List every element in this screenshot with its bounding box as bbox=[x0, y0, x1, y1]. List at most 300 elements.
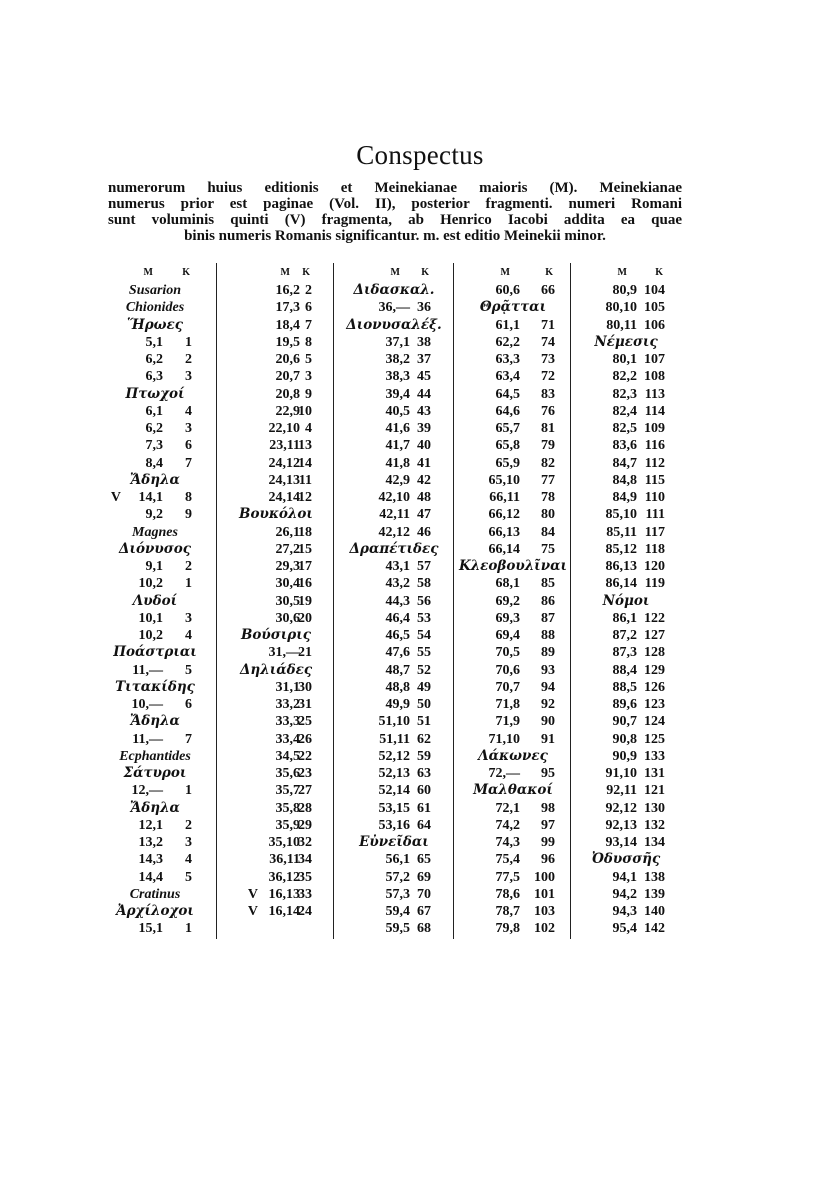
kock-number: 18 bbox=[298, 524, 312, 540]
meineke-number: 62,2 bbox=[495, 334, 520, 350]
meineke-number: 6,2 bbox=[145, 421, 163, 436]
section-label bbox=[458, 299, 568, 316]
meineke-number: 85,10 bbox=[605, 507, 637, 523]
concordance-table bbox=[0, 263, 840, 943]
table-row bbox=[340, 851, 448, 868]
meineke-number: 75,4 bbox=[495, 852, 520, 868]
page-title: Conspectus bbox=[356, 140, 484, 170]
kock-number: 2 bbox=[185, 817, 192, 833]
table-row bbox=[575, 782, 677, 799]
table-row bbox=[458, 524, 568, 541]
meineke-number: 94,1 bbox=[612, 869, 637, 885]
kock-number: 29 bbox=[298, 817, 312, 833]
table-row bbox=[458, 627, 568, 644]
table-row bbox=[100, 558, 210, 575]
meineke-number: 66,12 bbox=[488, 507, 520, 523]
kock-number: 105 bbox=[644, 300, 665, 316]
table-row bbox=[340, 782, 448, 799]
table-row bbox=[222, 834, 330, 851]
meineke-number: 31,1 bbox=[275, 679, 300, 695]
meineke-number: 24,14 bbox=[268, 490, 300, 505]
meineke-number: 52,14 bbox=[378, 783, 410, 799]
meineke-number: 84,7 bbox=[612, 455, 637, 471]
table-row bbox=[340, 920, 448, 937]
section-label bbox=[340, 282, 448, 299]
header-k: K bbox=[421, 267, 429, 278]
meineke-number: 80,11 bbox=[606, 317, 637, 333]
table-row bbox=[575, 817, 677, 834]
kock-number: 25 bbox=[298, 714, 312, 730]
table-row bbox=[100, 420, 210, 437]
kock-number: 9 bbox=[185, 507, 192, 523]
kock-number: 9 bbox=[305, 386, 312, 402]
kock-number: 34 bbox=[298, 852, 312, 868]
table-row bbox=[100, 403, 210, 420]
kock-number: 124 bbox=[644, 714, 665, 730]
table-row bbox=[222, 869, 330, 886]
meineke-number: 71,8 bbox=[495, 697, 520, 712]
table-row bbox=[458, 800, 568, 817]
meineke-number: 43,2 bbox=[385, 576, 410, 592]
kock-number: 36 bbox=[417, 300, 431, 316]
kock-number: 78 bbox=[541, 490, 555, 505]
kock-number: 50 bbox=[417, 697, 431, 712]
table-row bbox=[458, 489, 568, 506]
table-row bbox=[340, 903, 448, 920]
kock-number: 81 bbox=[541, 421, 555, 436]
table-row bbox=[575, 489, 677, 506]
table-row bbox=[575, 575, 677, 592]
table-row bbox=[575, 869, 677, 886]
meineke-number: 30,5 bbox=[275, 593, 300, 609]
meineke-number: 14,4 bbox=[138, 869, 163, 885]
meineke-number: 35,7 bbox=[275, 783, 300, 799]
header-m: M bbox=[143, 267, 153, 278]
table-row bbox=[340, 334, 448, 351]
meineke-number: 20,8 bbox=[275, 386, 300, 402]
meineke-number: 63,4 bbox=[495, 369, 520, 385]
column-divider bbox=[453, 263, 454, 939]
kock-number: 27 bbox=[298, 783, 312, 799]
meineke-number: 14,1 bbox=[138, 490, 163, 505]
table-row bbox=[575, 800, 677, 817]
table-row bbox=[340, 437, 448, 454]
kock-number: 5 bbox=[305, 352, 312, 367]
meineke-number: 27,2 bbox=[275, 541, 300, 557]
kock-number: 118 bbox=[644, 541, 665, 557]
kock-number: 1 bbox=[185, 921, 192, 937]
meineke-number: 60,6 bbox=[495, 283, 520, 298]
section-label bbox=[222, 662, 330, 679]
label-text: Ἄδηλα bbox=[130, 471, 180, 488]
kock-number: 56 bbox=[417, 593, 431, 609]
column-divider bbox=[570, 263, 571, 939]
table-row bbox=[458, 420, 568, 437]
kock-number: 4 bbox=[305, 421, 312, 436]
header-m: M bbox=[500, 267, 510, 278]
kock-number: 123 bbox=[644, 697, 665, 712]
meineke-number: 70,6 bbox=[495, 662, 520, 678]
meineke-number: 90,7 bbox=[612, 714, 637, 730]
label-text: Ποάστριαι bbox=[113, 644, 197, 661]
kock-number: 68 bbox=[417, 921, 431, 937]
meineke-number: 82,2 bbox=[612, 369, 637, 385]
label-text: Δραπέτιδες bbox=[349, 540, 439, 557]
table-row bbox=[222, 765, 330, 782]
kock-number: 100 bbox=[534, 869, 555, 885]
meineke-number: 33,2 bbox=[275, 697, 300, 712]
label-text: Λυδοί bbox=[132, 592, 178, 609]
kock-number: 43 bbox=[417, 403, 431, 419]
table-column bbox=[458, 263, 568, 938]
kock-number: 86 bbox=[541, 593, 555, 609]
table-row bbox=[100, 731, 210, 748]
meineke-number: 66,13 bbox=[488, 524, 520, 540]
meineke-number: 80,9 bbox=[612, 283, 637, 298]
section-label bbox=[458, 558, 568, 575]
meineke-number: 82,4 bbox=[612, 403, 637, 419]
kock-number: 48 bbox=[417, 490, 431, 505]
kock-number: 24 bbox=[298, 904, 312, 919]
label-text: Διονυσαλέξ. bbox=[346, 316, 442, 333]
table-row bbox=[458, 575, 568, 592]
kock-number: 7 bbox=[185, 731, 192, 747]
meineke-number: 12,1 bbox=[138, 817, 163, 833]
kock-number: 122 bbox=[644, 610, 665, 626]
meineke-number: 10,— bbox=[131, 697, 163, 712]
section-label bbox=[575, 851, 677, 868]
meineke-number: 65,10 bbox=[488, 472, 520, 488]
meineke-number: 92,13 bbox=[605, 817, 637, 833]
table-row bbox=[340, 713, 448, 730]
kock-number: 45 bbox=[417, 369, 431, 385]
kock-number: 131 bbox=[644, 766, 665, 781]
table-row bbox=[575, 903, 677, 920]
table-row bbox=[575, 472, 677, 489]
table-row bbox=[340, 403, 448, 420]
kock-number: 121 bbox=[644, 783, 665, 799]
kock-number: 13 bbox=[298, 438, 312, 454]
kock-number: 140 bbox=[644, 904, 665, 919]
meineke-number: 19,5 bbox=[275, 334, 300, 350]
table-column bbox=[222, 263, 330, 920]
kock-number: 82 bbox=[541, 455, 555, 471]
header-k: K bbox=[182, 267, 190, 278]
table-row bbox=[458, 282, 568, 299]
section-label bbox=[100, 765, 210, 782]
kock-number: 139 bbox=[644, 886, 665, 902]
table-row bbox=[575, 834, 677, 851]
table-row bbox=[458, 662, 568, 679]
meineke-number: 92,12 bbox=[605, 800, 637, 816]
kock-number: 21 bbox=[298, 645, 312, 661]
intro-line: binis numeris Romanis significantur. m. est editio Meinekii minor. bbox=[184, 228, 606, 244]
table-column bbox=[575, 263, 677, 938]
meineke-number: 10,2 bbox=[138, 628, 163, 643]
intro-line: numerorum huius editionis et Meinekianae maioris (M). Meinekianae bbox=[108, 180, 682, 196]
table-row bbox=[100, 817, 210, 834]
section-label bbox=[340, 317, 448, 334]
label-text: Σάτυροι bbox=[123, 765, 187, 781]
meineke-number: 13,2 bbox=[138, 835, 163, 850]
label-text: Νόμοι bbox=[602, 592, 650, 609]
table-row bbox=[340, 368, 448, 385]
kock-number: 26 bbox=[298, 731, 312, 747]
table-row bbox=[458, 368, 568, 385]
table-row bbox=[222, 731, 330, 748]
table-row bbox=[340, 765, 448, 782]
meineke-number: 65,7 bbox=[495, 421, 520, 436]
table-row bbox=[222, 851, 330, 868]
table-row bbox=[100, 696, 210, 713]
meineke-number: 72,1 bbox=[495, 800, 520, 816]
kock-number: 83 bbox=[541, 386, 555, 402]
header-k: K bbox=[655, 267, 663, 278]
kock-number: 41 bbox=[417, 455, 431, 471]
kock-number: 6 bbox=[305, 300, 312, 316]
meineke-number: 87,3 bbox=[612, 645, 637, 661]
kock-number: 47 bbox=[417, 507, 431, 523]
meineke-number: 38,2 bbox=[385, 352, 410, 367]
kock-number: 52 bbox=[417, 662, 431, 678]
table-row bbox=[458, 696, 568, 713]
kock-number: 125 bbox=[644, 731, 665, 747]
table-row bbox=[575, 662, 677, 679]
label-text: Ἄδηλα bbox=[130, 713, 180, 730]
meineke-number: 84,8 bbox=[612, 472, 637, 488]
table-row bbox=[222, 489, 330, 506]
table-row bbox=[340, 351, 448, 368]
table-row bbox=[340, 524, 448, 541]
table-row bbox=[458, 679, 568, 696]
kock-number: 103 bbox=[534, 904, 555, 919]
meineke-number: 16,14 bbox=[268, 904, 300, 919]
table-row bbox=[100, 575, 210, 592]
kock-number: 102 bbox=[534, 921, 555, 937]
table-row bbox=[575, 524, 677, 541]
table-row bbox=[575, 920, 677, 937]
meineke-number: 7,3 bbox=[145, 438, 163, 454]
section-label bbox=[100, 524, 210, 541]
kock-number: 97 bbox=[541, 817, 555, 833]
kock-number: 14 bbox=[298, 455, 312, 471]
kock-number: 108 bbox=[644, 369, 665, 385]
table-column bbox=[100, 263, 210, 938]
meineke-number: 87,2 bbox=[612, 628, 637, 643]
meineke-number: 92,11 bbox=[606, 783, 637, 799]
kock-number: 128 bbox=[644, 645, 665, 661]
meineke-number: 72,— bbox=[488, 766, 520, 781]
kock-number: 3 bbox=[185, 835, 192, 850]
table-row bbox=[222, 524, 330, 541]
table-row bbox=[222, 800, 330, 817]
meineke-number: 86,13 bbox=[605, 559, 637, 574]
table-row bbox=[222, 558, 330, 575]
table-row bbox=[458, 351, 568, 368]
kock-number: 4 bbox=[185, 852, 192, 868]
meineke-number: 36,— bbox=[378, 300, 410, 316]
table-row bbox=[575, 299, 677, 316]
table-row bbox=[340, 644, 448, 661]
kock-number: 64 bbox=[417, 817, 431, 833]
section-label bbox=[458, 748, 568, 765]
meineke-number: 64,6 bbox=[495, 403, 520, 419]
kock-number: 107 bbox=[644, 352, 665, 367]
kock-number: 11 bbox=[298, 472, 312, 488]
kock-number: 115 bbox=[644, 472, 665, 488]
meineke-number: 15,1 bbox=[138, 921, 163, 937]
kock-number: 16 bbox=[298, 576, 312, 592]
kock-number: 95 bbox=[541, 766, 555, 781]
meineke-number: 23,11 bbox=[269, 438, 300, 454]
table-row bbox=[340, 386, 448, 403]
kock-number: 126 bbox=[644, 679, 665, 695]
meineke-number: 65,8 bbox=[495, 438, 520, 454]
section-label bbox=[575, 334, 677, 351]
meineke-number: 51,10 bbox=[378, 714, 410, 730]
meineke-number: 78,7 bbox=[495, 904, 520, 919]
kock-number: 71 bbox=[541, 317, 555, 333]
label-text: Λάκωνες bbox=[478, 747, 548, 764]
volume-prefix: V bbox=[247, 886, 258, 902]
table-row bbox=[458, 886, 568, 903]
section-label bbox=[100, 903, 210, 920]
meineke-number: 16,13 bbox=[268, 886, 300, 902]
table-row bbox=[222, 610, 330, 627]
kock-number: 6 bbox=[185, 697, 192, 712]
meineke-number: 82,3 bbox=[612, 386, 637, 402]
table-row bbox=[340, 679, 448, 696]
section-label bbox=[458, 782, 568, 799]
kock-number: 130 bbox=[644, 800, 665, 816]
table-row bbox=[100, 506, 210, 523]
meineke-number: 70,5 bbox=[495, 645, 520, 661]
table-row bbox=[575, 765, 677, 782]
kock-number: 113 bbox=[644, 386, 665, 402]
table-row bbox=[340, 817, 448, 834]
table-row bbox=[575, 696, 677, 713]
table-row bbox=[340, 472, 448, 489]
label-text: Βουκόλοι bbox=[239, 506, 313, 523]
table-row bbox=[458, 765, 568, 782]
table-row bbox=[575, 506, 677, 523]
kock-number: 129 bbox=[644, 662, 665, 678]
label-text: Εὐνεῖδαι bbox=[359, 834, 429, 850]
section-label bbox=[100, 748, 210, 765]
meineke-number: 41,8 bbox=[385, 455, 410, 471]
kock-number: 8 bbox=[185, 490, 192, 505]
intro-line: sunt voluminis quinti (V) fragmenta, ab Henrico Iacobi addita ea quae bbox=[108, 212, 682, 228]
table-row bbox=[340, 558, 448, 575]
meineke-number: 17,3 bbox=[275, 300, 300, 316]
kock-number: 111 bbox=[645, 507, 665, 523]
kock-number: 87 bbox=[541, 610, 555, 626]
meineke-number: 46,5 bbox=[385, 628, 410, 643]
meineke-number: 30,6 bbox=[275, 610, 300, 626]
meineke-number: 38,3 bbox=[385, 369, 410, 385]
meineke-number: 12,— bbox=[131, 783, 163, 799]
meineke-number: 22,9 bbox=[275, 403, 300, 419]
table-row bbox=[575, 420, 677, 437]
table-row bbox=[222, 386, 330, 403]
column-header bbox=[458, 263, 568, 282]
meineke-number: 69,4 bbox=[495, 628, 520, 643]
kock-number: 119 bbox=[644, 576, 665, 592]
kock-number: 28 bbox=[298, 800, 312, 816]
table-row bbox=[222, 317, 330, 334]
meineke-number: 82,5 bbox=[612, 421, 637, 436]
kock-number: 74 bbox=[541, 334, 555, 350]
meineke-number: 22,10 bbox=[268, 421, 300, 436]
kock-number: 2 bbox=[185, 352, 192, 367]
table-row bbox=[222, 593, 330, 610]
meineke-number: 41,6 bbox=[385, 421, 410, 436]
meineke-number: 44,3 bbox=[385, 593, 410, 609]
table-row bbox=[100, 351, 210, 368]
meineke-number: 56,1 bbox=[385, 852, 410, 868]
kock-number: 23 bbox=[298, 766, 312, 781]
kock-number: 39 bbox=[417, 421, 431, 436]
table-row bbox=[575, 748, 677, 765]
table-row bbox=[340, 800, 448, 817]
meineke-number: 64,5 bbox=[495, 386, 520, 402]
kock-number: 58 bbox=[417, 576, 431, 592]
meineke-number: 71,10 bbox=[488, 731, 520, 747]
kock-number: 96 bbox=[541, 852, 555, 868]
meineke-number: 52,13 bbox=[378, 766, 410, 781]
table-row bbox=[222, 541, 330, 558]
table-row bbox=[222, 282, 330, 299]
meineke-number: 86,1 bbox=[612, 610, 637, 626]
kock-number: 30 bbox=[298, 679, 312, 695]
table-row bbox=[575, 679, 677, 696]
label-text: Ecphantides bbox=[119, 748, 191, 764]
table-row bbox=[222, 817, 330, 834]
kock-number: 5 bbox=[185, 662, 192, 678]
table-row bbox=[222, 368, 330, 385]
meineke-number: 33,3 bbox=[275, 714, 300, 730]
meineke-number: 20,6 bbox=[275, 352, 300, 367]
meineke-number: 6,1 bbox=[145, 403, 163, 419]
meineke-number: 69,2 bbox=[495, 593, 520, 609]
section-label bbox=[222, 627, 330, 644]
meineke-number: 95,4 bbox=[612, 921, 637, 937]
meineke-number: 85,11 bbox=[606, 524, 637, 540]
table-row bbox=[575, 386, 677, 403]
meineke-number: 16,2 bbox=[275, 283, 300, 298]
kock-number: 94 bbox=[541, 679, 555, 695]
intro-paragraph bbox=[108, 180, 682, 244]
kock-number: 66 bbox=[541, 283, 555, 298]
meineke-number: 74,3 bbox=[495, 835, 520, 850]
table-row bbox=[458, 851, 568, 868]
table-row bbox=[458, 437, 568, 454]
volume-prefix: V bbox=[247, 904, 258, 919]
kock-number: 2 bbox=[185, 559, 192, 574]
table-row bbox=[458, 386, 568, 403]
header-m: M bbox=[280, 267, 290, 278]
table-row bbox=[222, 437, 330, 454]
kock-number: 59 bbox=[417, 748, 431, 764]
meineke-number: 37,1 bbox=[385, 334, 410, 350]
meineke-number: 34,5 bbox=[275, 748, 300, 764]
kock-number: 99 bbox=[541, 835, 555, 850]
label-text: Διδασκαλ. bbox=[353, 282, 435, 298]
kock-number: 35 bbox=[298, 869, 312, 885]
kock-number: 110 bbox=[644, 490, 665, 505]
column-header bbox=[575, 263, 677, 282]
kock-number: 55 bbox=[417, 645, 431, 661]
